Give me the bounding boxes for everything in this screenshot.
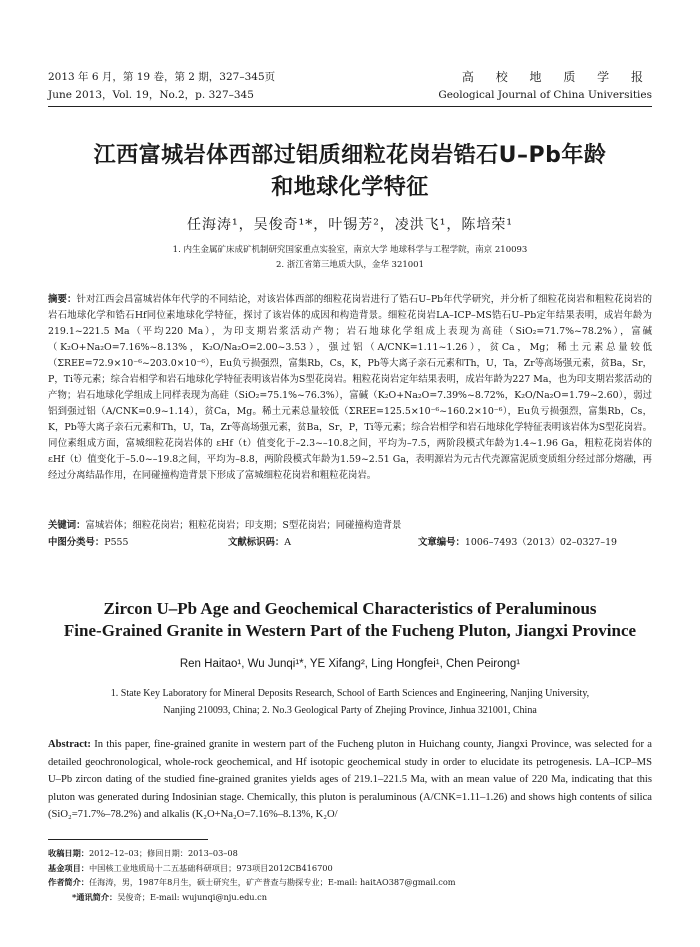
received-label: 收稿日期： — [48, 848, 89, 858]
header-journal-cn: 高 校 地 质 学 报 — [461, 70, 652, 84]
journal-header — [48, 68, 652, 108]
author-value: 任海涛，男，1987年8月生，硕士研究生，矿产普查与勘探专业；E-mail: haitAO387@gmail.com — [88, 877, 456, 887]
footnotes — [48, 846, 652, 904]
footnote-fund — [48, 861, 652, 876]
chinese-title-line1: 江西富城岩体西部过铝质细粒花岗岩锆石U–Pb年龄 — [93, 143, 607, 168]
chinese-abstract-text: 针对江西会昌富城岩体年代学的不同结论，对该岩体西部的细粒花岗岩进行了锆石U–Pb年代学研究，并分析了细粒花岗岩和粗粒花岗岩的岩石地球化学和锆石Hf同位素地球化学特征，探讨了该岩体的成因和构造背景。细粒花岗岩LA–ICP–MS锆石U–Pb定年结果表明，成岩年龄为219.1~221.5 Ma（平均220 Ma），为印支期岩浆活动产物；岩石地球化学组成上表现为高硅（SiO₂=71.7%~78.2%），富碱（K₂O+Na₂O=7.16%~8.13%，K₂O/Na₂O=2.00~3.53），强过铝（A/CNK=1.11~1.26），贫Ca，Mg；稀土元素总量较低（ΣREE=72.9×10⁻⁶~203.0×10⁻⁶），Eu负亏损强烈，富集Rb，Cs，K，Pb等大离子亲石元素和Th，U，Ta，Zr等高场强元素，贫Ba，Sr，P，Ti等元素；综合岩相学和岩石地球化学特征表明该岩体为S型花岗岩。粗粒花岗岩定年结果表明，成岩年龄为227 Ma，也为印支期岩浆活动的产物；岩石地球化学组成上同样表现为高硅（SiO₂=75.1%~76.3%），富碱（K₂O+Na₂O=7.39%~8.72%，K₂O/Na₂O=1.79~2.60），弱过铝到强过铝（A/CNK=0.9~1.14），贫Ca，Mg。稀土元素总量较低（ΣREE=125.5×10⁻⁶~160.2×10⁻⁶），Eu负亏损强烈，富集Rb，Cs，K，Pb等大离子亲石元素和Th，U，Ta，Zr等高场强元素，贫Ba，Sr，P，Ti等元素；综合岩相学和岩石地球化学特征表明该岩体为S型花岗岩。同位素组成方面，富城细粒花岗岩体的 εHf（t）值变化于–2.3~–10.8之间，平均为–7.5，两阶段模式年龄为1.4~1.96 Ga，粗粒花岗岩体的 εHf（t）值变化于–5.0~–19.8之间，平均为–8.8，两阶段模式年龄为1.59~2.51 Ga，表明源岩为元古代壳源富泥质变质组分经过部分熔融，再经过分离结晶作用，在同碰撞构造背景下形成了富城细粒花岗岩和粗粒花岗岩。 — [48, 294, 652, 481]
chinese-abstract — [48, 292, 652, 484]
english-affiliation-line1: 1. State Key Laboratory for Mineral Deposits Research, School of Earth Sciences and Engineering, Nanjing University, — [110, 688, 590, 699]
keywords-text: 富城岩体；细粒花岗岩；粗粒花岗岩；印支期；S型花岗岩；同碰撞构造背景 — [85, 520, 402, 531]
document-code — [228, 536, 291, 550]
doc-code-value: A — [284, 537, 292, 548]
chinese-authors: 任海涛¹，吴俊奇¹*，叶锡芳²，凌洪飞¹，陈培荣¹ — [186, 217, 514, 233]
footnote-received — [48, 846, 652, 861]
fund-value: 中国核工业地质局十二五基础科研项目；973项目2012CB416700 — [88, 862, 333, 873]
header-journal-en: Geological Journal of China Universities — [438, 89, 652, 101]
article-no-label: 文章编号： — [418, 537, 465, 548]
english-affiliation-line2: Nanjing 210093, China; 2. No.3 Geological Party of Zhejing Province, Jinhua 321001, China — [163, 705, 537, 716]
keywords-label: 关键词： — [48, 520, 86, 531]
article-number — [418, 536, 617, 550]
article-no-value: 1006–7493（2013）02–0327–19 — [464, 537, 617, 548]
clc-value: P555 — [104, 537, 129, 548]
chinese-affiliation-1: 1. 内生金属矿床成矿机制研究国家重点实验室，南京大学 地球科学与工程学院，南京 210093 — [172, 245, 528, 255]
english-title — [30, 598, 670, 642]
footnote-corresponding — [48, 890, 652, 905]
chinese-title-line2: 和地球化学特征 — [271, 175, 429, 200]
chinese-keywords — [48, 519, 652, 533]
english-abstract-text: In this paper, fine-grained granite in western part of the Fucheng pluton in Huichang county, Jiangxi Province, was selected for a detailed geochronological, whole-rock geochemical, and Hf isotopic geochemical study in order to elucidate its petrogenesis. LA–ICP–MS U–Pb zircon dating of the studied fine-grained granites yields ages of 219.1–221.5 Ma, with an mean value of 220 Ma, indicating that this pluton was generated during Indosinian stage. Chemically, this pluton is peraluminous (A/CNK=1.11–1.26) and shows high contents of silica (SiO₂=71.7%–78.2%) and alkalis (K₂O+Na₂O=7.16%–8.13%, K₂O/ — [48, 739, 652, 820]
header-rule — [48, 106, 652, 107]
corr-label: *通讯简介： — [72, 891, 118, 902]
english-abstract — [48, 736, 652, 824]
chinese-affiliation-2: 2. 浙江省第三地质大队，金华 321001 — [276, 260, 424, 270]
received-value: 2012–12–03；修回日期：2013–03–08 — [88, 848, 238, 858]
english-title-line1: Zircon U–Pb Age and Geochemical Characteristics of Peraluminous — [103, 599, 597, 618]
footnote-author — [48, 875, 652, 890]
clc-label: 中图分类号： — [48, 537, 105, 548]
english-title-line2: Fine-Grained Granite in Western Part of the Fucheng Pluton, Jiangxi Province — [63, 621, 637, 640]
english-affiliation — [40, 685, 660, 719]
clc-number — [48, 536, 128, 550]
header-issue-en: June 2013，Vol. 19，No.2，p. 327–345 — [48, 89, 254, 101]
english-authors: Ren Haitao¹, Wu Junqi¹*, YE Xifang², Ling Hongfei¹, Chen Peirong¹ — [179, 658, 521, 670]
doc-code-label: 文献标识码： — [228, 537, 285, 548]
fund-label: 基金项目： — [48, 862, 89, 873]
header-issue-cn: 2013 年 6 月，第 19 卷，第 2 期，327–345页 — [48, 71, 276, 83]
english-abstract-label: Abstract: — [48, 739, 91, 750]
corr-value: 吴俊奇；E-mail: wujunqi@nju.edu.cn — [117, 891, 268, 902]
author-label: 作者简介： — [48, 877, 89, 887]
footnote-rule — [48, 839, 208, 840]
chinese-abstract-label: 摘要： — [48, 294, 77, 305]
chinese-title — [40, 140, 660, 204]
